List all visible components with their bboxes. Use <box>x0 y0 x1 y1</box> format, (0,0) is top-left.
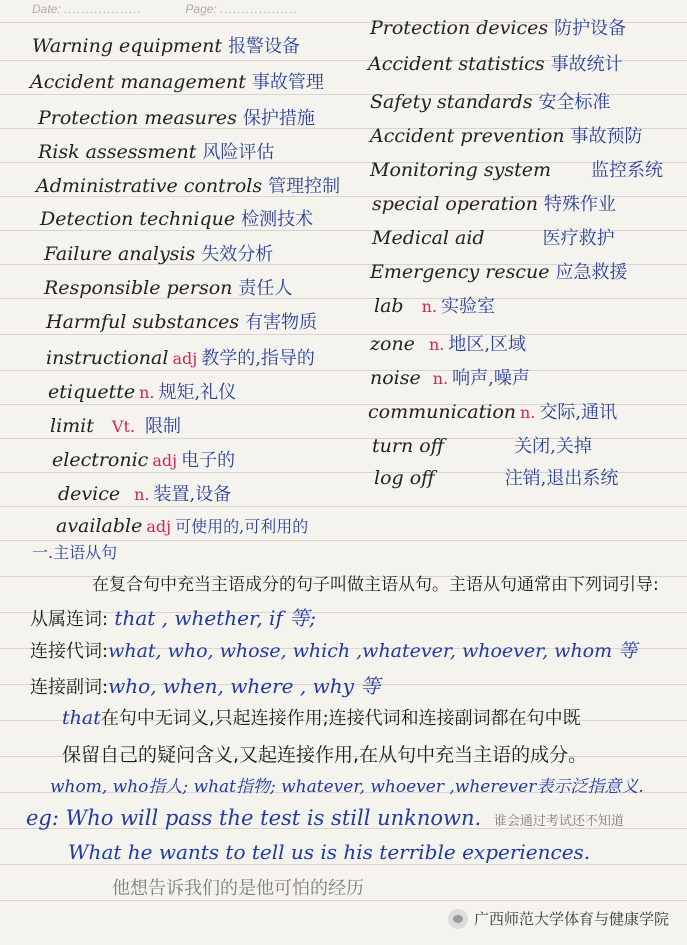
vocab-item: Accident prevention 事故预防 <box>370 125 643 147</box>
grammar-line-adverbs: 连接副词:who, when, where , why 等 <box>30 674 381 698</box>
grammar-line-that: that在句中无词义,只起连接作用;连接代词和连接副词都在句中既 <box>62 707 581 729</box>
vocab-item: limit Vt. 限制 <box>50 415 181 437</box>
vocab-item: communication n. 交际,通讯 <box>368 401 618 423</box>
vocab-item: Responsible person 责任人 <box>44 277 293 299</box>
vocab-item: Administrative controls 管理控制 <box>36 175 341 197</box>
page-header: Date: .................. Page: .................. <box>32 2 299 16</box>
grammar-line-pronouns: 连接代词:what, who, whose, which ,whatever, whoever, whom 等 <box>30 640 638 662</box>
vocab-item: Protection measures 保护措施 <box>38 107 315 129</box>
vocab-item: Safety standards 安全标准 <box>370 91 611 113</box>
vocab-item: device n. 装置,设备 <box>58 483 232 505</box>
vocab-item: Failure analysis 失效分析 <box>44 243 274 265</box>
vocab-item: Accident management 事故管理 <box>30 71 324 93</box>
vocab-item: Accident statistics 事故统计 <box>368 53 623 75</box>
vocab-item: etiquette n. 规矩,礼仪 <box>48 381 237 403</box>
vocab-item: log off 注销,退出系统 <box>374 467 619 489</box>
vocab-item: Emergency rescue 应急救援 <box>370 261 628 283</box>
example-translation-2: 他想告诉我们的是他可怕的经历 <box>112 878 364 899</box>
vocab-item: noise n. 响声,噪声 <box>370 367 530 389</box>
vocab-item: zone n. 地区,区域 <box>370 333 527 355</box>
vocab-item: instructional adj 教学的,指导的 <box>46 347 315 369</box>
vocab-item: Medical aid 医疗救护 <box>372 227 615 249</box>
example-sentence-2: What he wants to tell us is his terrible experiences. <box>68 840 591 864</box>
grammar-line-explanation: 保留自己的疑问含义,又起连接作用,在从句中充当主语的成分。 <box>62 744 588 766</box>
vocab-item: available adj 可使用的,可利用的 <box>56 515 309 537</box>
example-label: eg: <box>26 806 59 830</box>
grammar-definition: 在复合句中充当主语成分的句子叫做主语从句。主语从句通常由下列词引导: <box>92 575 659 595</box>
grammar-line-conjunctions: 从属连词: that , whether, if 等; <box>30 606 316 630</box>
grammar-line-usage: whom, who指人; what指物; whatever, whoever ,wherever表示泛指意义. <box>50 777 644 797</box>
vocab-item: Detection technique 检测技术 <box>40 208 314 230</box>
vocab-item: Protection devices 防护设备 <box>370 17 627 39</box>
vocab-item: Monitoring system 监控系统 <box>370 159 664 181</box>
vocab-item: special operation 特殊作业 <box>372 193 616 215</box>
vocab-item: electronic adj 电子的 <box>52 449 236 471</box>
example-sentence-1: eg: Who will pass the test is still unknown. 谁会通过考试还不知道 <box>26 806 624 830</box>
date-label: Date: <box>32 2 61 16</box>
wechat-icon <box>448 909 468 929</box>
vocab-item: Warning equipment 报警设备 <box>32 35 301 57</box>
watermark-text: 广西师范大学体育与健康学院 <box>473 910 669 928</box>
section-heading: 一.主语从句 <box>32 543 118 562</box>
vocab-item: Risk assessment 风险评估 <box>38 141 275 163</box>
example-translation-1: 谁会通过考试还不知道 <box>493 814 624 829</box>
vocab-item: lab n. 实验室 <box>374 295 495 317</box>
page-label: Page: <box>185 2 217 16</box>
vocab-item: Harmful substances 有害物质 <box>46 311 318 333</box>
watermark <box>448 908 669 929</box>
vocab-item: turn off 关闭,关掉 <box>372 435 592 457</box>
